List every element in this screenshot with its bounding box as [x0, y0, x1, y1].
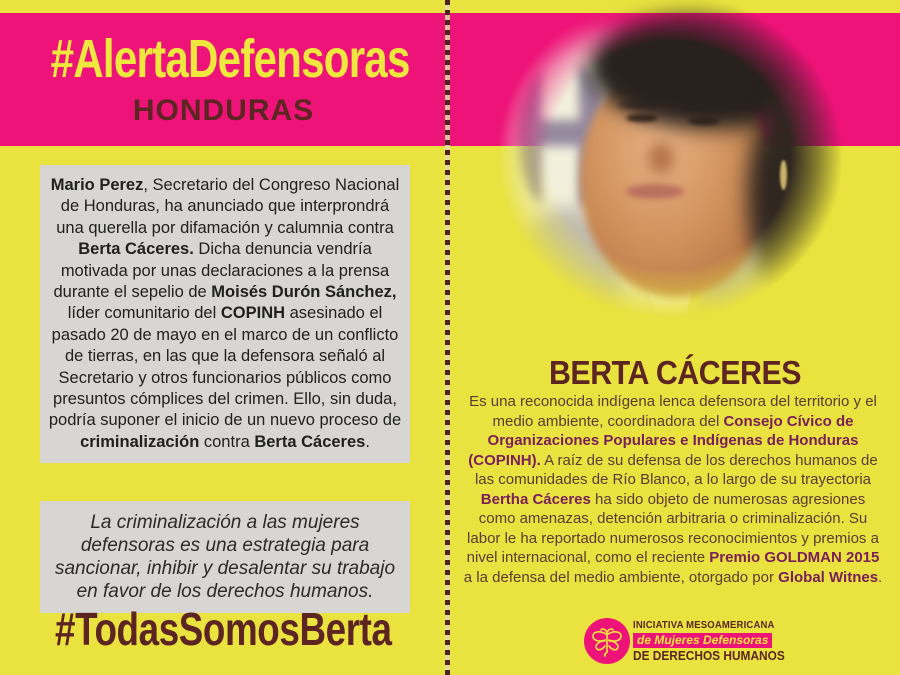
dashed-divider: [444, 0, 450, 675]
logo-circle: [584, 618, 630, 664]
berta-name-text: BERTA CÁCERES: [548, 354, 802, 391]
bio-paragraph: Es una reconocida indígena lenca defensora del territorio y el medio ambiente, coordinadora del Consejo Cívico de Organizaciones Populares e Indígenas de Honduras (COPINH). A raíz de su defensa de los derechos humanos de las comunidades de Río Blanco, a lo largo de su trayectoria Bertha Cáceres ha sido objeto de numerosas agresiones como amenazas, detención arbitraria o criminalización. Su labor le ha reportado numerosos reconocimientos y premios a nivel internacional, como el reciente Premio GOLDMAN 2015 a la defensa del medio ambiente, otorgado por Global Witnes.: [463, 393, 883, 586]
photo-nose: [648, 142, 674, 174]
logo-line1: INICIATIVA MESOAMERICANA: [633, 619, 775, 631]
photo-lips: [626, 184, 684, 199]
logo-line3: DE DERECHOS HUMANOS: [633, 648, 785, 663]
photo-earring: [780, 160, 787, 190]
todas-somos-berta-text: #TodasSomosBerta: [55, 603, 392, 655]
header-hashtag-text: #AlertaDefensoras: [50, 29, 410, 89]
berta-portrait-photo: [450, 0, 865, 370]
logo-line2: de Mujeres Defensoras: [633, 633, 772, 648]
todas-somos-berta-hashtag: [0, 602, 447, 656]
logo-text-block: [633, 620, 793, 663]
header-hashtag: [0, 28, 447, 90]
news-text-box: Mario Perez, Secretario del Congreso Nacional de Honduras, ha anunciado que interprondrá una querella por difamación y calumnia contra Berta Cáceres. Dicha denuncia vendría motivada por unas declaraciones a la prensa durante el sepelio de Moisés Durón Sánchez, líder comunitario del COPINH asesinado el pasado 20 de mayo en el marco de un conflicto de tierras, en las que la defensora señaló al Secretario y otros funcionarios públicos como presuntos cómplices del crimen. Ello, sin duda, podría suponer el inicio de un nuevo proceso de criminalización contra Berta Cáceres.: [40, 165, 410, 463]
butterfly-icon: [588, 622, 626, 660]
quote-text-box: La criminalización a las mujeres defensoras es una estrategia para sancionar, inhibir y desalentar su trabajo en favor de los derechos humanos.: [40, 501, 410, 613]
photo-hair-right: [748, 78, 868, 313]
berta-name-title: [450, 354, 900, 392]
iniciativa-mesoamericana-logo: [584, 612, 793, 670]
header-country: HONDURAS: [132, 94, 315, 127]
